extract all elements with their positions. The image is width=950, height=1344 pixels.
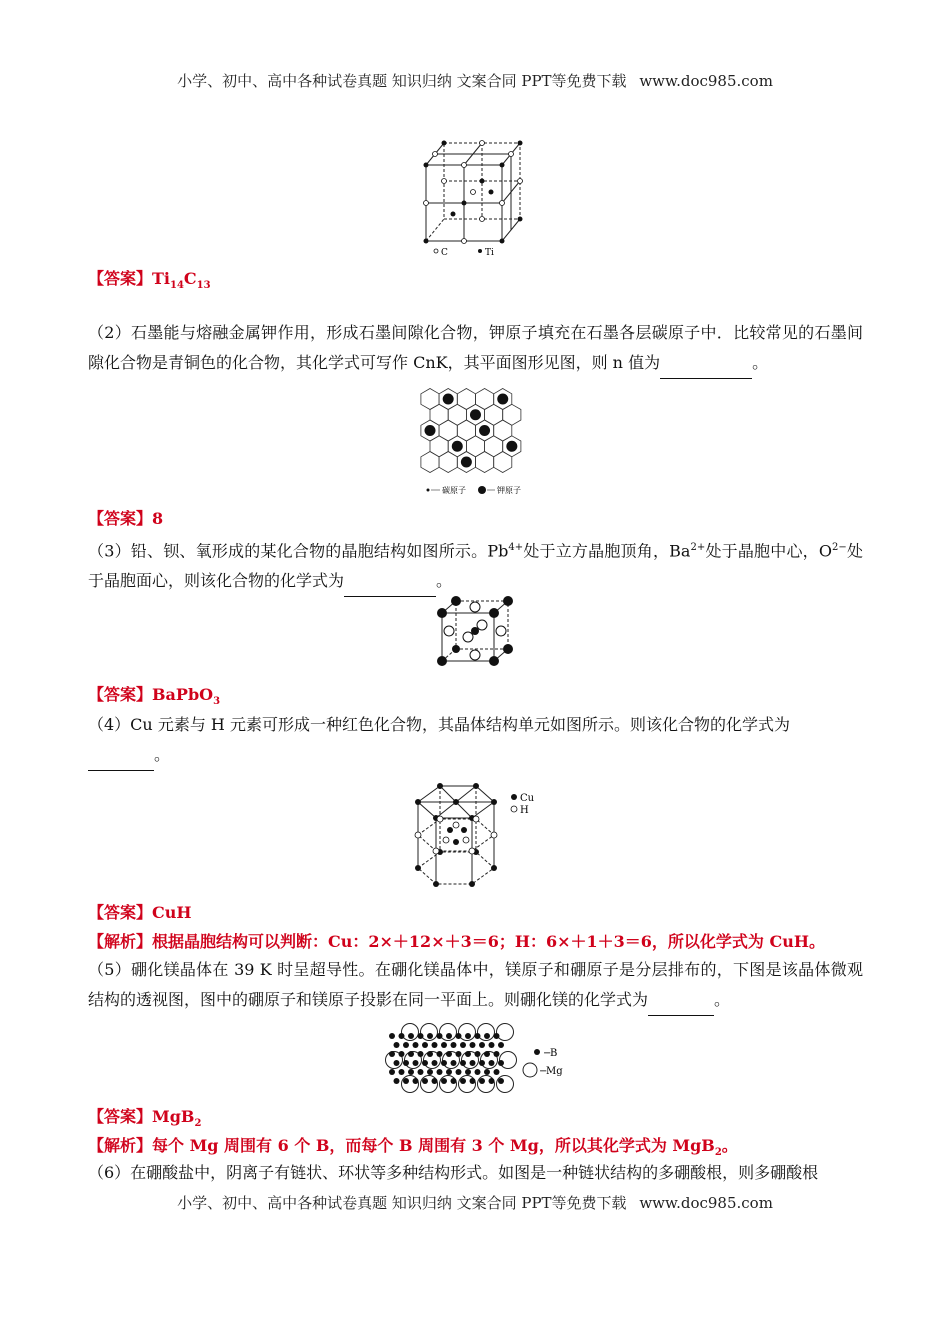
- question-6: [88, 1158, 863, 1188]
- answer-label: 【答案】: [88, 903, 153, 922]
- answer-3-sub: 3: [213, 696, 221, 708]
- figure-graphite-k: [418, 383, 533, 498]
- answer-3: [88, 682, 220, 707]
- answer-1-mid: C: [183, 269, 197, 288]
- question-6-text: （6）在硼酸盐中，阴离子有链状、环状等多种结构形式。如图是一种链状结构的多硼酸根，则多硼酸根: [88, 1163, 819, 1182]
- answer-2-value: 8: [152, 509, 164, 528]
- answer-label: 【答案】: [88, 1107, 153, 1126]
- legend-cu: Cu: [520, 793, 535, 804]
- answer-label: 【答案】: [88, 685, 153, 704]
- question-5-text: （5）硼化镁晶体在 39 K 时呈超导性。在硼化镁晶体中，镁原子和硼原子是分层排布的，下图是该晶体微观结构的透视图，图中的硼原子和镁原子投影在同一平面上。则硼化镁的化学式为: [88, 960, 863, 1009]
- footer-text: 小学、初中、高中各种试卷真题 知识归纳 文案合同 PPT等免费下载: [177, 1194, 627, 1212]
- question-2-end: 。: [752, 353, 769, 372]
- analysis-4-text: 根据晶胞结构可以判断：Cu：2×＋12×＋3＝6；H：6×＋1＋3＝6，所以化学式为 CuH。: [152, 932, 825, 951]
- footer-url: www.doc985.com: [639, 1194, 773, 1212]
- svg-text:−: −: [539, 1066, 548, 1077]
- analysis-5: [88, 1133, 738, 1158]
- question-3: [88, 533, 863, 597]
- legend-ti: Ti: [485, 248, 494, 257]
- q3-part4: 处于晶胞面心，则该化合物的化学式为: [88, 541, 863, 591]
- question-5-end: 。: [714, 990, 731, 1009]
- question-5: [88, 955, 863, 1016]
- figure-cuh: [410, 770, 540, 888]
- answer-1-sub2: 13: [196, 280, 211, 292]
- legend-mg: Mg: [546, 1066, 563, 1077]
- answer-blank-5: [648, 985, 714, 1016]
- figure-mgb2: [380, 1022, 575, 1094]
- answer-1-sub1: 14: [170, 280, 184, 292]
- q3-sup1: 4+: [508, 542, 524, 553]
- analysis-label: 【解析】: [88, 1136, 153, 1155]
- answer-4-value: CuH: [152, 903, 192, 922]
- answer-1: [88, 266, 211, 291]
- analysis-5-end: 。: [721, 1136, 738, 1155]
- legend-c: C: [441, 248, 448, 257]
- svg-text:−: −: [543, 1048, 552, 1059]
- question-3-end: 。: [436, 571, 453, 591]
- legend-b: B: [550, 1048, 558, 1059]
- analysis-5-sub: 2: [714, 1147, 722, 1159]
- page-footer: [0, 1192, 950, 1213]
- analysis-5-text: 每个 Mg 周围有 6 个 B，而每个 B 周围有 3 个 Mg，所以其化学式为 MgB: [152, 1136, 715, 1155]
- answer-blank-4: [88, 740, 154, 771]
- q3-part3: 处于晶胞中心，O: [705, 541, 833, 561]
- answer-label: 【答案】: [88, 509, 153, 528]
- answer-3-main: BaPbO: [152, 685, 214, 704]
- question-4-end: 。: [154, 745, 171, 764]
- q3-part1: （3）铅、钡、氧形成的某化合物的晶胞结构如图所示。Pb: [88, 541, 509, 561]
- answer-5: [88, 1104, 201, 1129]
- legend-potassium: 钾原子: [497, 486, 521, 495]
- answer-4: [88, 900, 192, 923]
- legend-h: H: [520, 805, 529, 816]
- answer-5-main: MgB: [152, 1107, 195, 1126]
- answer-5-sub: 2: [194, 1118, 202, 1130]
- analysis-4: [88, 929, 825, 952]
- question-4-text: （4）Cu 元素与 H 元素可形成一种红色化合物，其晶体结构单元如图所示。则该化合物的化学式为: [88, 715, 790, 734]
- analysis-label: 【解析】: [88, 932, 153, 951]
- answer-blank-3: [344, 566, 436, 597]
- question-2-text: （2）石墨能与熔融金属钾作用，形成石墨间隙化合物，钾原子填充在石墨各层碳原子中．比较常见的石墨间隙化合物是青铜色的化合物，其化学式可写作 CnK，其平面图形见图，则 n 值为: [88, 323, 863, 372]
- header-text: 小学、初中、高中各种试卷真题 知识归纳 文案合同 PPT等免费下载: [177, 72, 627, 90]
- header-url: www.doc985.com: [639, 72, 773, 90]
- question-2: [88, 318, 863, 379]
- answer-1-main: Ti: [152, 269, 170, 288]
- answer-blank-2: [660, 348, 752, 379]
- answer-label: 【答案】: [88, 269, 153, 288]
- q3-part2: 处于立方晶胞顶角，Ba: [523, 541, 691, 561]
- question-4: [88, 710, 863, 771]
- page-header: [0, 70, 950, 91]
- figure-perovskite: [434, 593, 516, 669]
- legend-carbon: 碳原子: [442, 486, 466, 495]
- q3-sup2: 2+: [690, 542, 706, 553]
- answer-2: [88, 506, 163, 529]
- figure-tic-crystal: [420, 135, 530, 257]
- q3-sup3: 2−: [832, 542, 847, 553]
